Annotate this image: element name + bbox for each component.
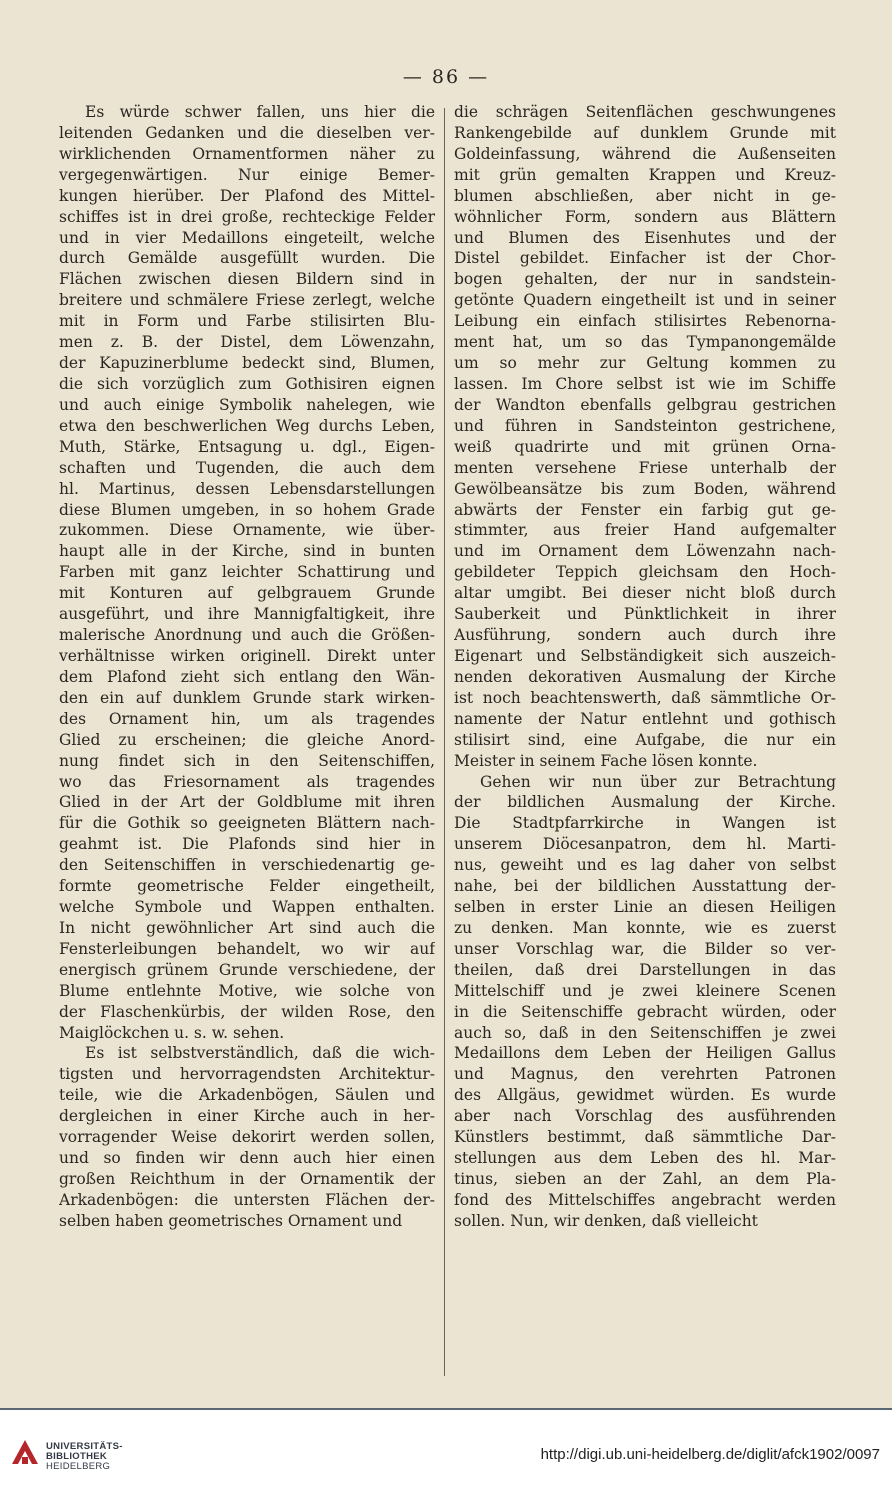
- text-line: energisch grünem Grunde verschiedene, der: [59, 960, 435, 979]
- text-line: tigsten und hervorragendsten Architektur-: [59, 1065, 435, 1084]
- text-line: nung findet sich in den Seitenschiffen,: [59, 751, 435, 770]
- text-line: weiß quadrirte und mit grünen Orna-: [454, 437, 836, 456]
- text-line: und Blumen des Eisenhutes und der: [454, 228, 836, 247]
- text-line: mit in Form und Farbe stilisirten Blu-: [59, 312, 435, 331]
- library-name-line: HEIDELBERG: [46, 1461, 111, 1472]
- text-line: unser Vorschlag war, die Bilder so ver-: [454, 939, 836, 958]
- text-line: Gewölbeansätze bis zum Boden, während: [454, 479, 836, 498]
- text-line: und Magnus, den verehrten Patronen: [454, 1065, 836, 1084]
- text-line: des Allgäus, gewidmet würden. Es wurde: [454, 1086, 836, 1105]
- text-line: Eigenart und Selbständigkeit sich auszeich-: [454, 646, 836, 665]
- text-line: Flächen zwischen diesen Bildern sind in: [59, 270, 435, 289]
- text-line: sollen. Nun, wir denken, daß vielleicht: [454, 1211, 758, 1230]
- text-line: selben haben geometrisches Ornament und: [59, 1211, 403, 1230]
- text-line: malerische Anordnung und auch die Größen-: [59, 626, 435, 645]
- text-line: stellungen aus dem Leben des hl. Mar-: [454, 1149, 836, 1168]
- left-text-column: [59, 102, 435, 1374]
- footer-bar: [0, 1410, 892, 1497]
- text-line: und so finden wir denn auch hier einen: [59, 1149, 435, 1168]
- text-line: die schrägen Seitenflächen geschwungenes: [454, 103, 836, 121]
- text-line: und im Ornament dem Löwenzahn nach-: [454, 542, 836, 561]
- text-line: durch Gemälde ausgefüllt wurden. Die: [59, 249, 435, 268]
- text-line: die sich vorzüglich zum Gothisiren eignen: [59, 374, 435, 393]
- text-line: Goldeinfassung, während die Außenseiten: [454, 144, 836, 163]
- text-line: Ausführung, sondern auch durch ihre: [454, 626, 836, 645]
- text-line: etwa den beschwerlichen Weg durchs Leben,: [59, 416, 435, 435]
- text-line: blumen abschließen, aber nicht in ge-: [454, 186, 836, 205]
- text-line: nus, geweiht und es lag daher von selbst: [454, 856, 836, 875]
- text-line: Gehen wir nun über zur Betrachtung: [480, 772, 836, 791]
- text-line: men z. B. der Distel, dem Löwenzahn,: [59, 333, 435, 352]
- page-number: — 86 —: [402, 66, 490, 88]
- text-line: des Ornament hin, um als tragendes: [59, 709, 435, 728]
- text-line: Rankengebilde auf dunklem Grunde mit: [454, 123, 836, 142]
- library-name: [46, 1442, 123, 1472]
- text-line: schiffes ist in drei große, rechteckige Felder: [59, 207, 435, 226]
- text-line: vergegenwärtigen. Nur einige Bemer-: [59, 165, 435, 184]
- text-line: schaften und Tugenden, die auch dem: [59, 458, 435, 477]
- text-line: den Seitenschiffen in verschiedenartig ge-: [59, 856, 435, 875]
- text-line: In nicht gewöhnlicher Art sind auch die: [59, 918, 435, 937]
- text-line: mit grün gemalten Krappen und Kreuz-: [454, 165, 836, 184]
- library-name-line: UNIVERSITÄTS-: [46, 1441, 123, 1452]
- text-line: Glied zu erscheinen; die gleiche Anord-: [59, 730, 435, 749]
- text-line: in die Seitenschiffe gebracht würden, oder: [454, 1002, 836, 1021]
- text-line: ausgeführt, und ihre Mannigfaltigkeit, ihre: [59, 605, 435, 624]
- text-line: nahe, bei der bildlichen Ausstattung der-: [454, 877, 836, 896]
- text-line: den ein auf dunklem Grunde stark wirken-: [59, 688, 435, 707]
- text-line: teile, wie die Arkadenbögen, Säulen und: [59, 1086, 435, 1105]
- text-line: unserem Diöcesanpatron, dem hl. Marti-: [454, 835, 836, 854]
- text-line: dergleichen in einer Kirche auch in her-: [59, 1107, 435, 1126]
- text-line: und auch einige Symbolik nahelegen, wie: [59, 395, 435, 414]
- text-line: altar umgibt. Bei dieser nicht bloß durch: [454, 584, 836, 603]
- text-line: welche Symbole und Wappen enthalten.: [59, 898, 435, 917]
- text-line: Die Stadtpfarrkirche in Wangen ist: [454, 814, 836, 833]
- text-line: selben in erster Linie an diesen Heiligen: [454, 898, 836, 917]
- text-line: tinus, sieben an der Zahl, an dem Pla-: [454, 1170, 836, 1189]
- permalink-url[interactable]: http://digi.ub.uni-heidelberg.de/diglit/afck1902/0097: [540, 1446, 880, 1463]
- text-line: Künstlers bestimmt, daß sämmtliche Dar-: [454, 1128, 836, 1147]
- text-line: stilisirt sind, eine Aufgabe, die nur ein: [454, 730, 836, 749]
- text-line: der Kapuzinerblume bedeckt sind, Blumen,: [59, 354, 435, 373]
- text-line: Fensterleibungen behandelt, wo wir auf: [59, 939, 435, 958]
- text-line: Muth, Stärke, Entsagung u. dgl., Eigen-: [59, 437, 435, 456]
- text-line: Blume entlehnte Motive, wie solche von: [59, 981, 435, 1000]
- text-line: getönte Quadern eingetheilt ist und in seiner: [454, 291, 836, 310]
- text-line: Distel gebildet. Einfacher ist der Chor-: [454, 249, 836, 268]
- text-line: bogen gehalten, der nur in sandstein-: [454, 270, 836, 289]
- text-line: stimmter, aus freier Hand aufgemalter: [454, 521, 836, 540]
- text-line: um so mehr zur Geltung kommen zu: [454, 354, 836, 373]
- text-line: lassen. Im Chore selbst ist wie im Schiffe: [454, 374, 836, 393]
- text-line: und führen in Sandsteinton gestrichene,: [454, 416, 836, 435]
- text-line: menten versehene Friese unterhalb der: [454, 458, 836, 477]
- text-line: Leibung ein einfach stilisirtes Rebenorna-: [454, 312, 836, 331]
- text-line: wirklichenden Ornamentformen näher zu: [59, 144, 435, 163]
- text-line: für die Gothik so geeigneten Blättern nach-: [59, 814, 435, 833]
- text-line: der Wandton ebenfalls gelbgrau gestrichen: [454, 395, 836, 414]
- text-line: wöhnlicher Form, sondern aus Blättern: [454, 207, 836, 226]
- text-line: Farben mit ganz leichter Schattirung und: [59, 563, 435, 582]
- text-line: aber nach Vorschlag des ausführenden: [454, 1107, 836, 1126]
- text-line: großen Reichthum in der Ornamentik der: [59, 1170, 435, 1189]
- text-line: zu denken. Man konnte, wie es zuerst: [454, 918, 836, 937]
- text-line: und in vier Medaillons eingeteilt, welche: [59, 228, 435, 247]
- library-name-line: BIBLIOTHEK: [46, 1451, 108, 1462]
- text-line: fond des Mittelschiffes angebracht werden: [454, 1190, 836, 1209]
- text-line: abwärts der Fenster ein farbig gut ge-: [454, 500, 836, 519]
- library-logo-icon: [12, 1440, 38, 1464]
- text-line: Glied in der Art der Goldblume mit ihren: [59, 793, 435, 812]
- text-line: der bildlichen Ausmalung der Kirche.: [454, 793, 836, 812]
- text-line: Arkadenbögen: die untersten Flächen der-: [59, 1190, 435, 1209]
- text-line: mit Konturen auf gelbgrauem Grunde: [59, 584, 435, 603]
- text-line: leitenden Gedanken und die dieselben ver-: [59, 123, 435, 142]
- text-line: Es ist selbstverständlich, daß die wich-: [85, 1044, 435, 1063]
- text-line: auch so, daß in den Seitenschiffen je zwei: [454, 1023, 836, 1042]
- text-line: ist noch beachtenswerth, daß sämmtliche Or-: [454, 688, 836, 707]
- right-text-column: [454, 102, 836, 1374]
- text-line: diese Blumen umgeben, in so hohem Grade: [59, 500, 435, 519]
- text-line: verhältnisse wirken originell. Direkt unter: [59, 646, 435, 665]
- text-line: zukommen. Diese Ornamente, wie über-: [59, 521, 435, 540]
- text-line: Medaillons dem Leben der Heiligen Gallus: [454, 1044, 836, 1063]
- text-line: ment hat, um so das Tympanongemälde: [454, 333, 836, 352]
- text-line: der Flaschenkürbis, der wilden Rose, den: [59, 1002, 435, 1021]
- text-line: formte geometrische Felder eingetheilt,: [59, 877, 435, 896]
- text-line: namente der Natur entlehnt und gothisch: [454, 709, 836, 728]
- text-line: Mittelschiff und je zwei kleinere Scenen: [454, 981, 836, 1000]
- text-line: breitere und schmälere Friese zerlegt, welche: [59, 291, 435, 310]
- text-line: kungen hierüber. Der Plafond des Mittel-: [59, 186, 435, 205]
- text-line: gebildeter Teppich gleichsam den Hoch-: [454, 563, 836, 582]
- text-line: Maiglöckchen u. s. w. sehen.: [59, 1023, 285, 1042]
- text-line: haupt alle in der Kirche, sind in bunten: [59, 542, 435, 561]
- text-line: theilen, daß drei Darstellungen in das: [454, 960, 836, 979]
- text-line: Sauberkeit und Pünktlichkeit in ihrer: [454, 605, 836, 624]
- text-line: Meister in seinem Fache lösen konnte.: [454, 751, 758, 770]
- column-divider: [444, 108, 445, 1376]
- text-line: vorragender Weise dekorirt werden sollen,: [59, 1128, 435, 1147]
- text-line: Es würde schwer fallen, uns hier die: [85, 103, 435, 121]
- text-line: dem Plafond zieht sich entlang den Wän-: [59, 667, 435, 686]
- text-line: wo das Friesornament als tragendes: [59, 772, 435, 791]
- text-line: nenden dekorativen Ausmalung der Kirche: [454, 667, 836, 686]
- text-line: geahmt ist. Die Plafonds sind hier in: [59, 835, 435, 854]
- text-line: hl. Martinus, dessen Lebensdarstellungen: [59, 479, 435, 498]
